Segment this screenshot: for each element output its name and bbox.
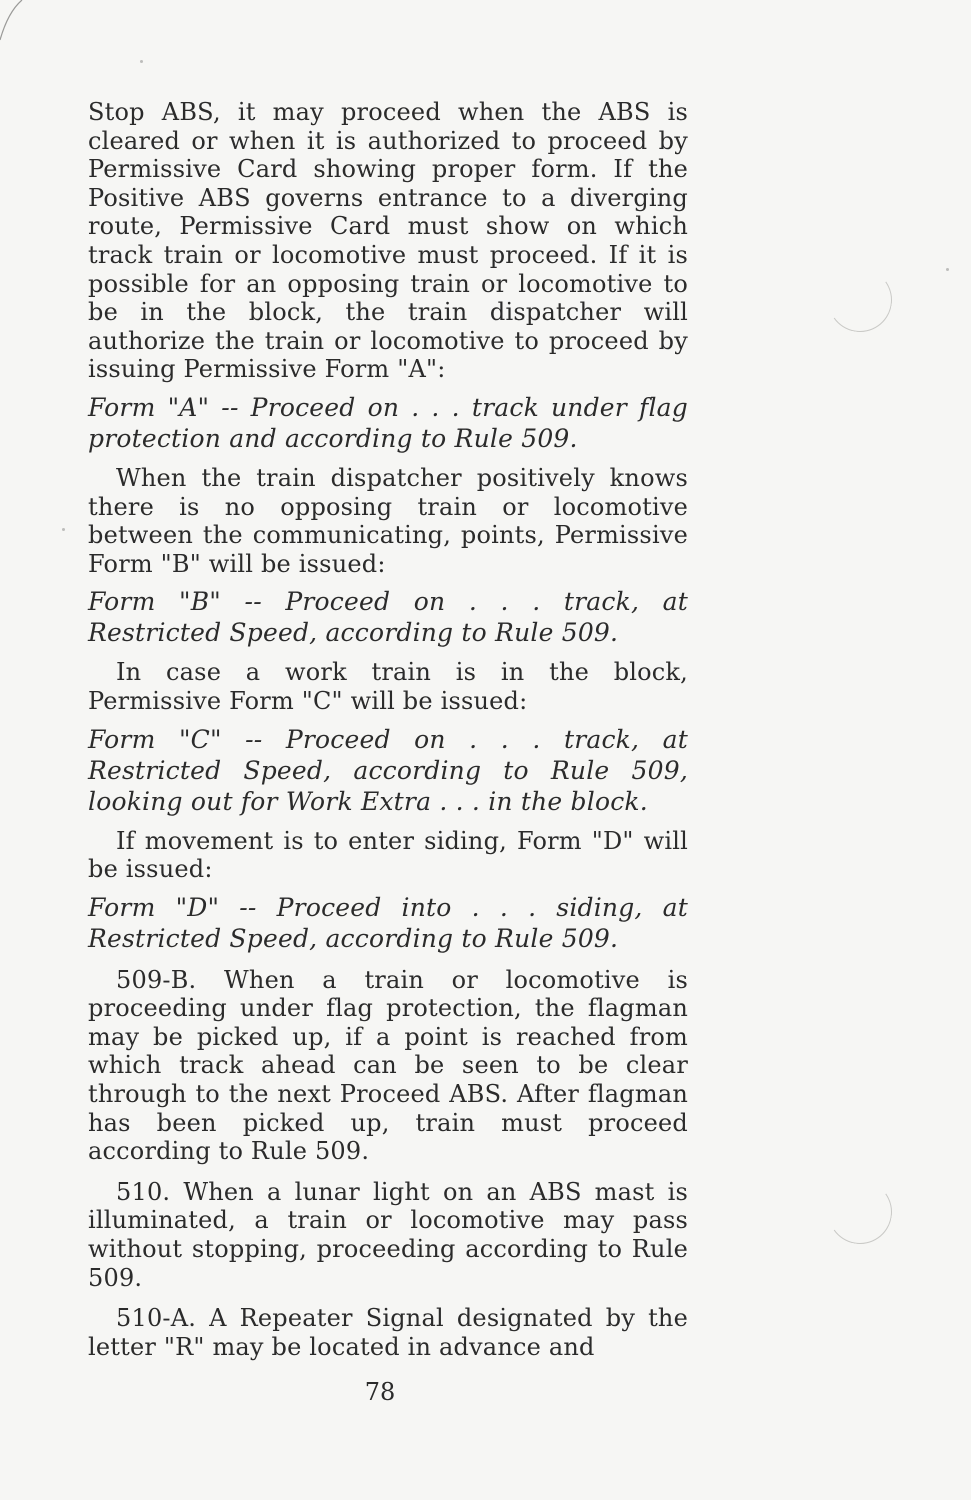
paragraph-form-b-intro: When the train dispatcher positively knows there is no opposing train or locomotive between the communicating, points, Permissive Form "B" will be issued: bbox=[88, 463, 688, 578]
paragraph-rule-510: 510. When a lunar light on an ABS mast is illuminated, a train or locomotive may pass without stopping, proceeding according to Rule 509. bbox=[88, 1177, 688, 1292]
paragraph-rule-509b: 509-B. When a train or locomotive is proceeding under flag protection, the flagman may be picked up, if a point is reached from which track ahead can be seen to be clear through to the next Proceed ABS. After flagman has been picked up, train must proceed according to Rule 509. bbox=[88, 965, 688, 1166]
body-text bbox=[88, 98, 688, 1361]
form-d: Form "D" -- Proceed into . . . siding, at Restricted Speed, according to Rule 509. bbox=[88, 892, 688, 953]
paragraph-stop-abs: Stop ABS, it may proceed when the ABS is cleared or when it is authorized to proceed by Permissive Card showing proper form. If the Positive ABS governs entrance to a diverging route, Permissive Card must show on which track train or locomotive must proceed. If it is possible for an opposing train or locomotive to be in the block, the train dispatcher will authorize the train or locomotive to proceed by issuing Permissive Form "A": bbox=[88, 98, 688, 384]
paper-speck bbox=[140, 60, 143, 63]
form-a: Form "A" -- Proceed on . . . track under flag protection and according to Rule 509. bbox=[88, 392, 688, 453]
paragraph-form-d-intro: If movement is to enter siding, Form "D" will be issued: bbox=[88, 826, 688, 884]
paper-speck bbox=[62, 528, 65, 531]
form-b: Form "B" -- Proceed on . . . track, at Restricted Speed, according to Rule 509. bbox=[88, 587, 688, 648]
paper-speck bbox=[946, 268, 949, 271]
page-number: 78 bbox=[364, 1378, 396, 1406]
paragraph-rule-510a: 510-A. A Repeater Signal designated by the letter "R" may be located in advance and bbox=[88, 1304, 688, 1361]
form-c: Form "C" -- Proceed on . . . track, at Restricted Speed, according to Rule 509, looking out for Work Extra . . . in the block. bbox=[88, 724, 688, 816]
paragraph-form-c-intro: In case a work train is in the block, Permissive Form "C" will be issued: bbox=[88, 658, 688, 715]
